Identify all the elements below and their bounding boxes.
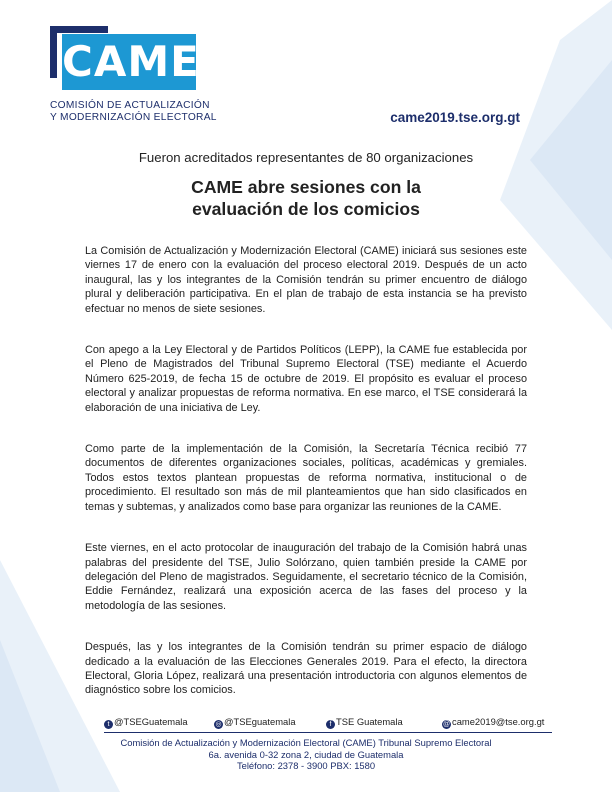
- paragraph-3: Como parte de la implementación de la Comisión, la Secretaría Técnica recibió 77 documentos de diferentes organizaciones sociales, políticas, académicas y gremiales. Todos estos textos plantean propuestas de reforma normativa, institucional o de procedimiento. El resultado son más de mil planteamientos que han sido clasificados en temas y subtemas, y analizados como base para organizar las reuniones de la CAME.: [85, 443, 527, 513]
- instagram-icon: ◎: [215, 721, 222, 728]
- instagram-contact[interactable]: [214, 716, 296, 729]
- organization-name: [50, 100, 250, 124]
- footer-line-3: Teléfono: 2378 - 3900 PBX: 1580: [236, 760, 376, 771]
- org-name-line-2: Y MODERNIZACIÓN ELECTORAL: [50, 112, 217, 123]
- twitter-handle: @TSEGuatemala: [114, 716, 188, 727]
- footer-line-2: 6a. avenida 0-32 zona 2, ciudad de Guatemala: [208, 748, 404, 760]
- footer-divider: [104, 732, 552, 733]
- paragraph-5: Después, las y los integrantes de la Comisión tendrán su primer espacio de diálogo dedicado a la evaluación de las Elecciones Generales 2019. Para el efecto, la directora Electoral, Gloria López, realizará una presentación introductoria con algunos elementos de diagnóstico sobre los comicios.: [85, 641, 527, 697]
- email-contact[interactable]: [442, 716, 544, 729]
- footer: [0, 737, 612, 772]
- title-line-1: CAME abre sesiones con la: [191, 177, 421, 197]
- article-body: [85, 244, 527, 725]
- org-name-line-1: COMISIÓN DE ACTUALIZACIÓN: [50, 100, 210, 111]
- facebook-contact[interactable]: [326, 716, 403, 729]
- title-line-2: evaluación de los comicios: [192, 199, 420, 219]
- paragraph-4: Este viernes, en el acto protocolar de inauguración del trabajo de la Comisión habrá unas palabras del presidente del TSE, Julio Solórzano, quien también preside la CAME por delegación del Pleno de magistrados. Seguidamente, el secretario técnico de la Comisión, Eddie Fernández, realizará una exposición acerca de las fases del proceso y la metodología de las sesiones.: [85, 542, 527, 612]
- social-contacts: [104, 716, 552, 730]
- email-address: came2019@tse.org.gt: [452, 716, 545, 727]
- article-kicker: Fueron acreditados representantes de 80 organizaciones: [138, 150, 474, 165]
- footer-line-1: Comisión de Actualización y Modernización Electoral (CAME) Tribunal Supremo Electoral: [120, 737, 492, 748]
- website-link[interactable]: came2019.tse.org.gt: [390, 110, 520, 125]
- twitter-contact[interactable]: [104, 716, 188, 729]
- instagram-handle: @TSEguatemala: [224, 716, 296, 727]
- article-title: [150, 176, 462, 220]
- facebook-icon: f: [326, 720, 335, 729]
- email-icon: @: [442, 721, 451, 728]
- logo-text: CAME: [62, 37, 200, 86]
- paragraph-2: Con apego a la Ley Electoral y de Partidos Políticos (LEPP), la CAME fue establecida por el Pleno de Magistrados del Tribunal Supremo Electoral (TSE) mediante el Acuerdo Número 625-2019, de fecha 15 de octubre de 2019. El propósito es evaluar el proceso electoral y analizar propuestas de reforma normativa. En ese marco, el TSE considerará la elaboración de una iniciativa de Ley.: [85, 344, 527, 414]
- facebook-page: TSE Guatemala: [336, 716, 403, 727]
- twitter-icon: t: [104, 720, 113, 729]
- paragraph-1: La Comisión de Actualización y Modernización Electoral (CAME) iniciará sus sesiones este viernes 17 de enero con la evaluación del proceso electoral 2019. Después de un acto inaugural, las y los integrantes de la Comisión tendrán su primer encuentro de diálogo plural y deliberación participativa. En el plan de trabajo de esta instancia se ha previsto efectuar no menos de siete sesiones.: [85, 245, 527, 315]
